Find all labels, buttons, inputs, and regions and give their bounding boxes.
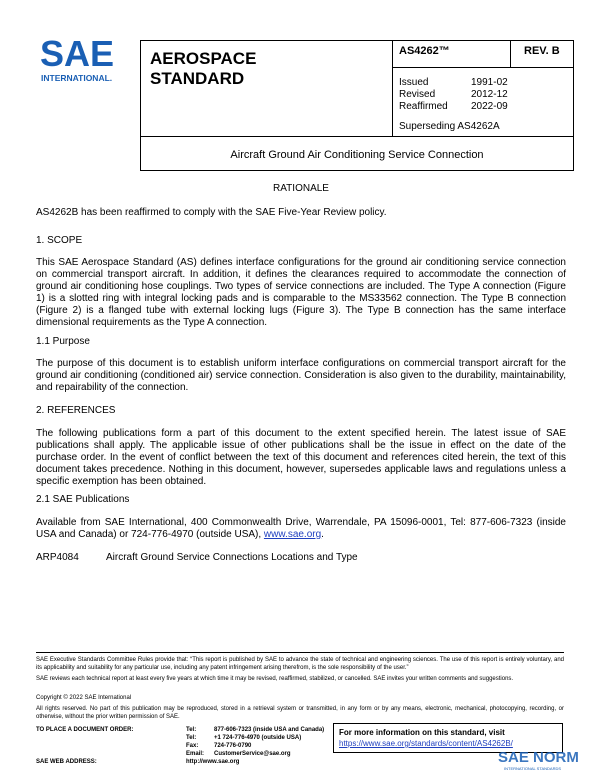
sae-publications-body: Available from SAE International, 400 Commonwealth Drive, Warrendale, PA 15096-0001, Tel: 877-606-7323 (inside USA and Canada) or 724-776-4970 (outside USA), bbox=[36, 517, 566, 540]
arp-reference bbox=[36, 552, 566, 564]
header-divider bbox=[392, 67, 574, 68]
sae-publications-heading: 2.1 SAE Publications bbox=[36, 494, 130, 505]
scope-text: This SAE Aerospace Standard (AS) defines interface configurations for the ground air conditioning service connection on commercial transport aircraft. In addition, it defines the clearances required to accommodate the connection of ground air conditioning hose couplings. Two types of service connections are included. The Type A connection (Figure 1) is a slotted ring with integral locking pads and is comparable to the MS33562 connection. The Type B connection (Figure 2) is a flanged tube with external locking lugs (Figure 3). The Type B connection has the same interface dimensional requirements as the Type A connection. bbox=[36, 257, 566, 328]
email-value[interactable]: CustomerService@sae.org bbox=[214, 751, 291, 757]
copyright: Copyright © 2022 SAE International bbox=[36, 695, 132, 701]
revision: REV. B bbox=[524, 45, 560, 57]
review-text: SAE reviews each technical report at least every five years at which time it may be revised, reaffirmed, stabilized, or cancelled. SAE invites your written comments and suggestions. bbox=[36, 676, 514, 682]
date-row bbox=[399, 77, 508, 89]
policy-text: SAE Executive Standards Committee Rules provide that: “This report is published by SAE to advance the state of technical and engineering sciences. The use of this report is entirely voluntary, and its applicability and suitability for any particular use, including any patent infringement arising therefrom, is the sole responsibility of the user.” bbox=[36, 657, 564, 671]
arp-title: Aircraft Ground Service Connections Locations and Type bbox=[106, 552, 358, 563]
references-text: The following publications form a part of this document to the extent specified herein. The latest issue of SAE publications shall apply. The applicable issue of other publications shall be the issue in effect on the date of the purchase order. In the event of conflict between the text of this document and references cited herein, the text of this document takes precedence. Nothing in this document, however, supersedes applicable laws and regulations unless a specific exemption has been obtained. bbox=[36, 428, 566, 487]
logo-subtext: INTERNATIONAL. bbox=[41, 73, 113, 83]
web-label: SAE WEB ADDRESS: bbox=[36, 759, 97, 765]
rationale-text: AS4262B has been reaffirmed to comply with the SAE Five-Year Review policy. bbox=[36, 207, 387, 218]
fax-label: Fax: bbox=[186, 743, 199, 749]
tel-value: 877-606-7323 (inside USA and Canada) bbox=[214, 727, 325, 733]
arp-number: ARP4084 bbox=[36, 552, 79, 563]
sentence-end: . bbox=[321, 529, 324, 540]
rights-text: All rights reserved. No part of this publication may be reproduced, stored in a retrieval system or transmitted, in any form or by any means, electronic, mechanical, photocopying, recording, or otherwise, without the prior written permission of SAE. bbox=[36, 706, 564, 720]
order-label: TO PLACE A DOCUMENT ORDER: bbox=[36, 727, 134, 733]
date-value: 2022-09 bbox=[471, 101, 508, 112]
sae-logo bbox=[38, 34, 118, 86]
watermark-text: SAE NORM bbox=[498, 749, 579, 766]
superseding: Superseding AS4262A bbox=[399, 121, 500, 132]
header-divider bbox=[392, 40, 393, 137]
web-value[interactable]: http://www.sae.org bbox=[186, 759, 240, 765]
date-row bbox=[399, 89, 508, 101]
purpose-heading: 1.1 Purpose bbox=[36, 336, 90, 347]
standard-type bbox=[150, 49, 256, 89]
scope-heading: 1. SCOPE bbox=[36, 235, 83, 246]
purpose-text: The purpose of this document is to establish uniform interface configurations on commercial transport aircraft for the ground air conditioning (conditioned air) service connection. Consideration is also given to the durability, maintainability, and repairability of the connection. bbox=[36, 358, 566, 393]
references-heading: 2. REFERENCES bbox=[36, 405, 116, 416]
sae-publications-text bbox=[36, 517, 566, 541]
doc-title: Aircraft Ground Air Conditioning Service Connection bbox=[230, 149, 484, 161]
date-list bbox=[399, 77, 508, 113]
logo-text: SAE bbox=[40, 34, 115, 74]
tel-label: Tel: bbox=[186, 735, 197, 741]
date-label: Reaffirmed bbox=[399, 101, 448, 112]
header-divider bbox=[510, 40, 511, 67]
date-row bbox=[399, 101, 508, 113]
standard-type-line: AEROSPACE bbox=[150, 49, 257, 68]
tel-label: Tel: bbox=[186, 727, 197, 733]
watermark-subtext: INTERNATIONAL STANDARDS bbox=[504, 766, 562, 771]
date-label: Issued bbox=[399, 77, 429, 88]
rationale-heading: RATIONALE bbox=[273, 183, 329, 194]
date-value: 2012-12 bbox=[471, 89, 508, 100]
contact-table bbox=[36, 726, 324, 766]
sae-website-link[interactable]: www.sae.org bbox=[263, 529, 322, 540]
standard-link[interactable]: https://www.sae.org/standards/content/AS4262B/ bbox=[339, 739, 513, 748]
fax-value: 724-776-0790 bbox=[214, 743, 252, 749]
email-label: Email: bbox=[186, 751, 205, 757]
tel-value: +1 724-776-4970 (outside USA) bbox=[214, 735, 302, 741]
date-value: 1991-02 bbox=[471, 77, 508, 88]
doc-number: AS4262™ bbox=[399, 45, 450, 57]
footer-rule bbox=[36, 652, 564, 653]
date-label: Revised bbox=[399, 89, 436, 100]
sae-norm-watermark bbox=[496, 744, 596, 772]
standard-type-line: STANDARD bbox=[150, 69, 245, 88]
info-title: For more information on this standard, visit bbox=[339, 728, 505, 737]
